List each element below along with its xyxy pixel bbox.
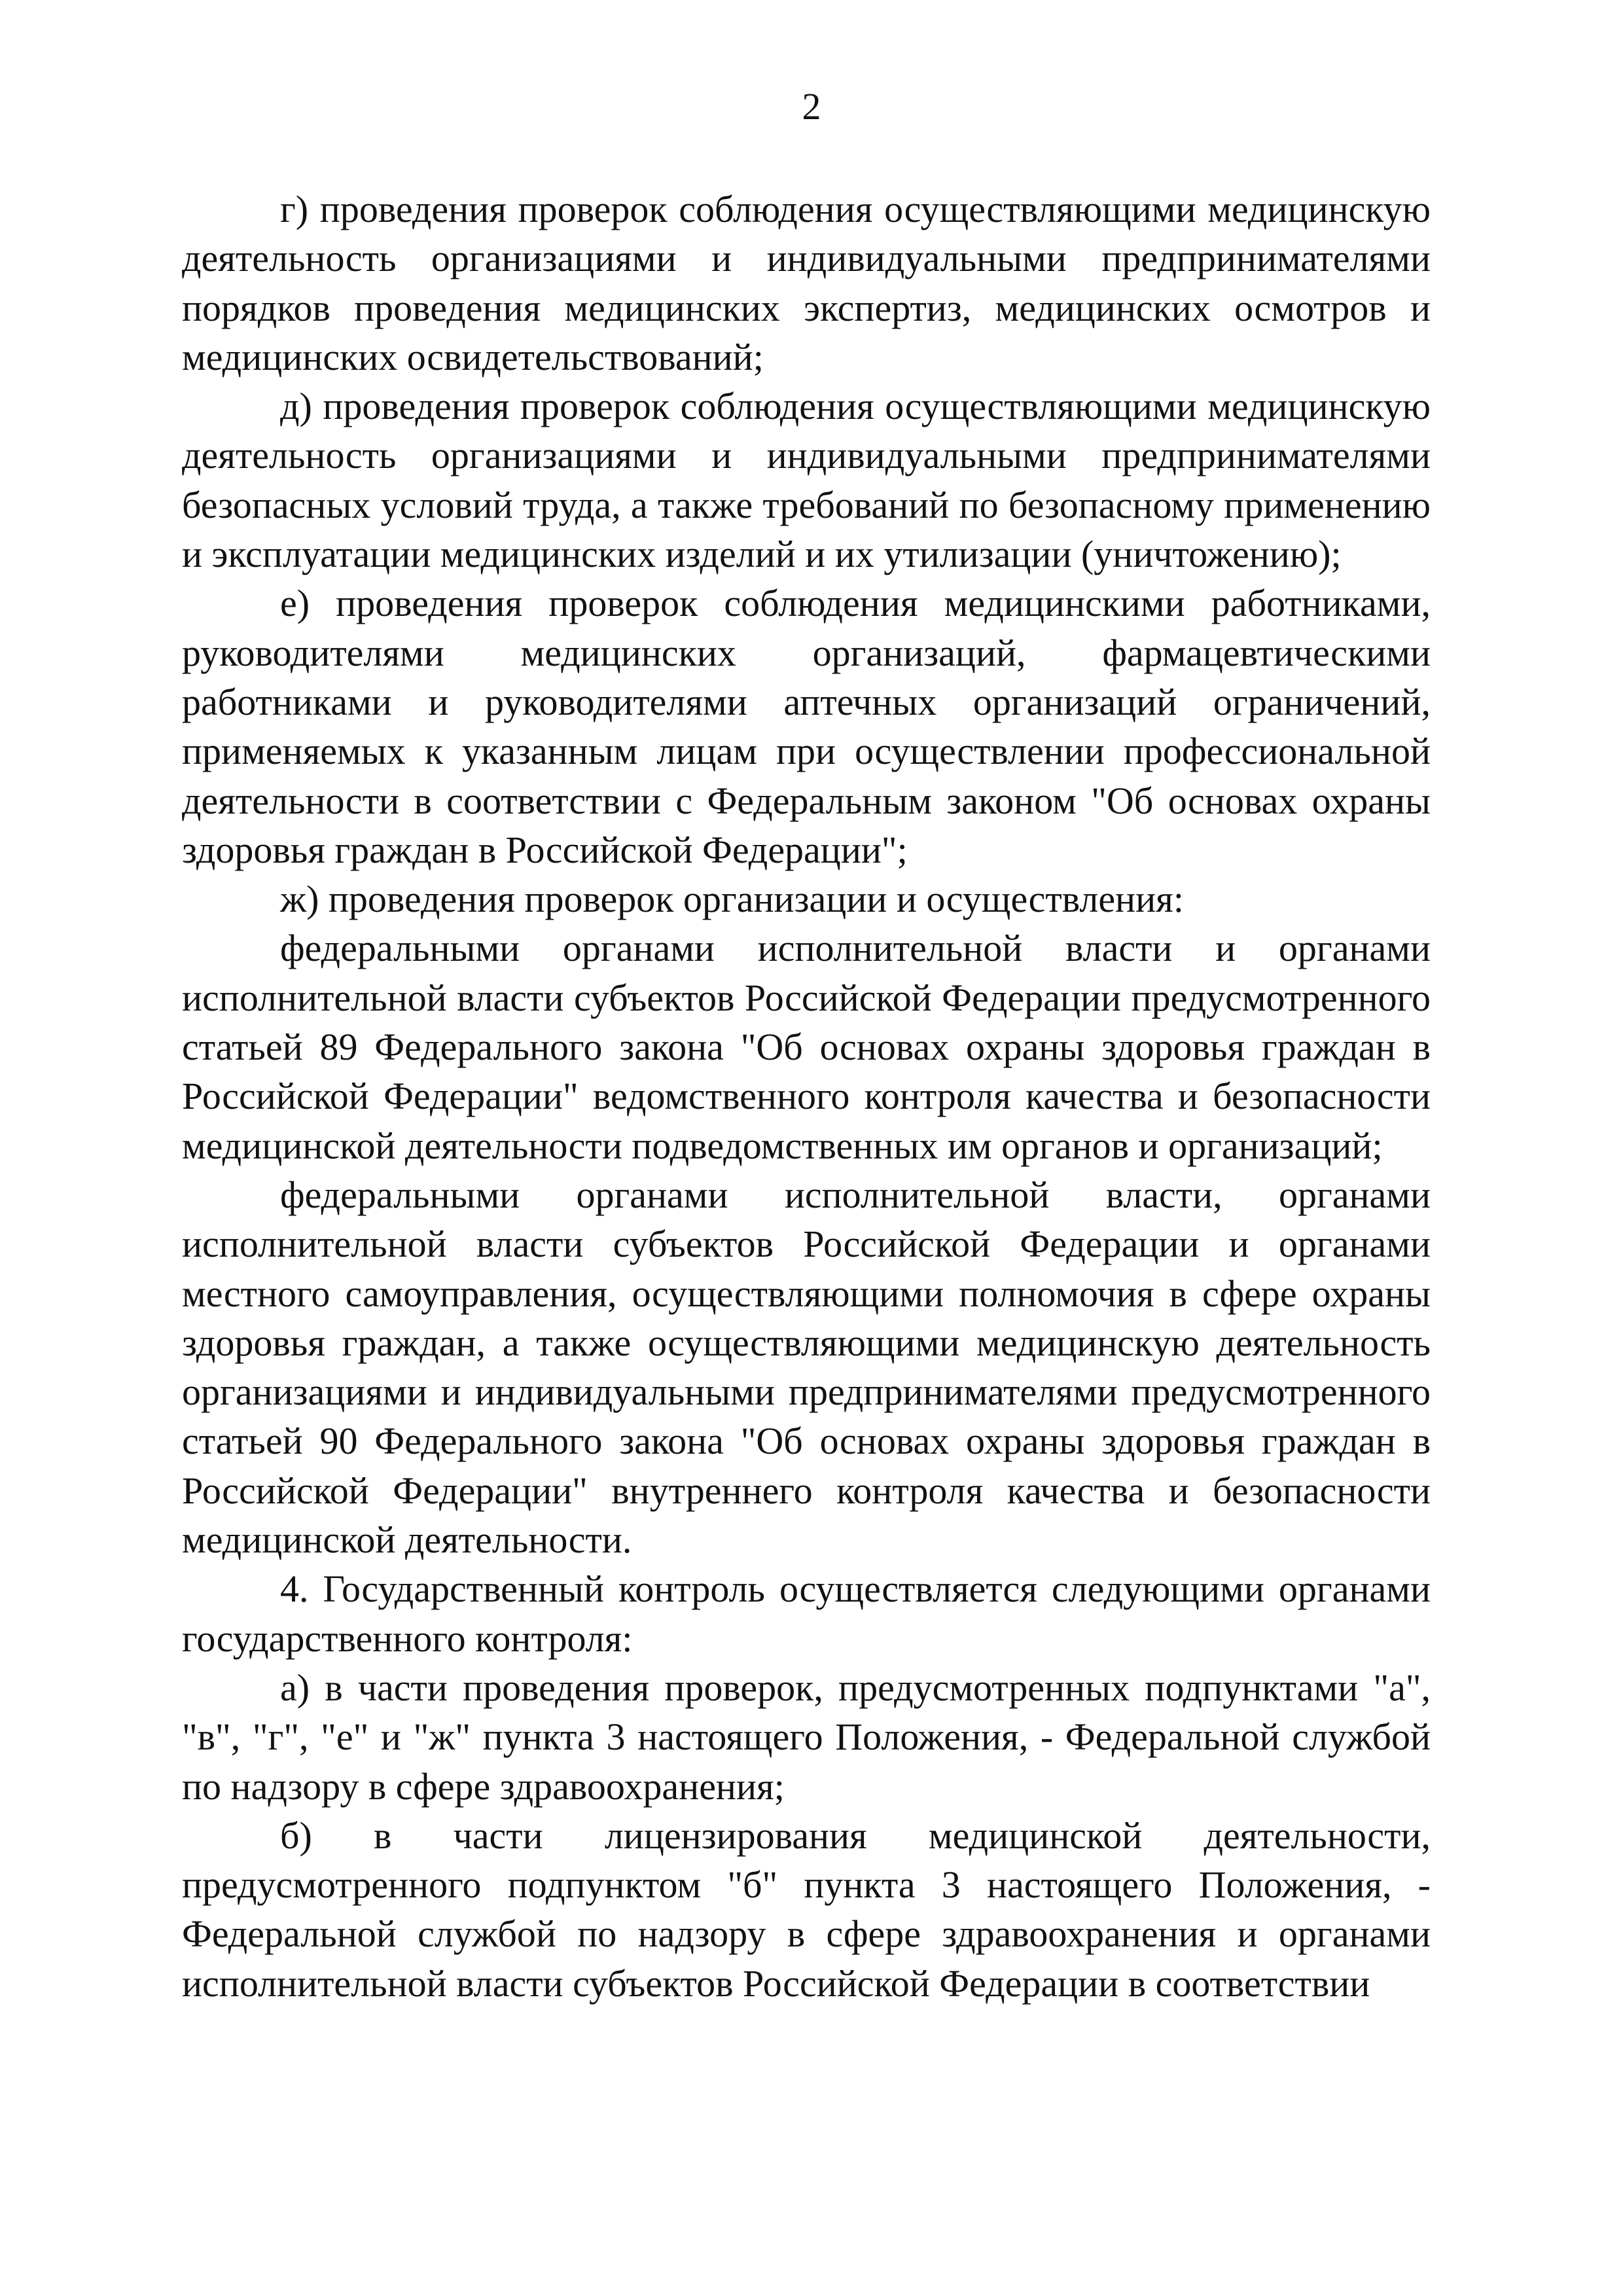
paragraph-zh-internal-control: федеральными органами исполнительной власти, органами исполнительной власти субъектов Российской Федерации и органами местного самоуправления, осуществляющими полномочия в сфере охраны здоровья граждан, а также осуществляющими медицинскую деятельность организациями и индивидуальными предпринимателями предусмотренного статьей 90 Федерального закона "Об основах охраны здоровья граждан в Российской Федерации" внутреннего контроля качества и безопасности медицинской деятельности.	[182, 1173, 1431, 1562]
document-body	[182, 185, 1431, 2008]
paragraph-d: д) проведения проверок соблюдения осуществляющими медицинскую деятельность организациями и индивидуальными предпринимателями безопасных условий труда, а также требований по безопасному применению и эксплуатации медицинских изделий и их утилизации (уничтожению);	[182, 385, 1431, 576]
paragraph-zh: ж) проведения проверок организации и осуществления:	[280, 878, 1184, 921]
paragraph-4: 4. Государственный контроль осуществляется следующими органами государственного контроля:	[182, 1568, 1431, 1660]
paragraph-g: г) проведения проверок соблюдения осуществляющими медицинскую деятельность организациями и индивидуальными предпринимателями порядков проведения медицинских экспертиз, медицинских осмотров и медицинских освидетельствований;	[182, 188, 1431, 378]
paragraph-zh-federal-bodies: федеральными органами исполнительной власти и органами исполнительной власти субъектов Российской Федерации предусмотренного статьей 89 Федерального закона "Об основах охраны здоровья граждан в Российской Федерации" ведомственного контроля качества и безопасности медицинской деятельности подведомственных им органов и организаций;	[182, 927, 1431, 1167]
paragraph-4a: а) в части проведения проверок, предусмотренных подпунктами "а", "в", "г", "е" и "ж" пункта 3 настоящего Положения, - Федеральной службой по надзору в сфере здравоохранения;	[182, 1666, 1431, 1808]
paragraph-4b: б) в части лицензирования медицинской деятельности, предусмотренного подпунктом "б" пункта 3 настоящего Положения, - Федеральной службой по надзору в сфере здравоохранения и органами исполнительной власти субъектов Российской Федерации в соответствии	[182, 1814, 1431, 2005]
page-number: 2	[802, 85, 821, 128]
paragraph-e: е) проведения проверок соблюдения медицинскими работниками, руководителями медицинских организаций, фармацевтическими работниками и руководителями аптечных организаций ограничений, применяемых к указанным лицам при осуществлении профессиональной деятельности в соответствии с Федеральным законом "Об основах охраны здоровья граждан в Российской Федерации";	[182, 582, 1431, 871]
